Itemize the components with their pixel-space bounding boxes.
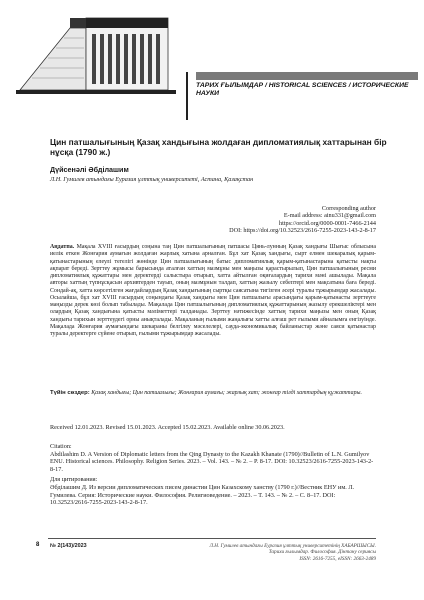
- email-address[interactable]: E-mail address: ainu331@gmail.com: [283, 212, 376, 220]
- corresponding-label: Corresponding author: [321, 205, 376, 212]
- journal-info: [209, 543, 376, 562]
- journal-line-1: Л.Н. Гумилев атындағы Еуразия ұлттық университетінің ХАБАРШЫСЫ.: [209, 543, 376, 549]
- author-affiliation: Л.Н. Гумилев атындағы Еуразия ұлттық университеті, Астана, Қазақстан: [50, 176, 254, 183]
- citations-block: [50, 443, 376, 507]
- section-header: [186, 72, 416, 120]
- contact-block: [229, 205, 376, 235]
- abstract-text: Мақала XVIII ғасырдың соңына таң Цин патшалығының патшасы Цянь-лунның Қазақ хандығы Шығыс облысына иелік еткен Жонғария аумағын жолдаған жарлық хатына арналған. Бұл хат Қазақ хандығы, сырт елмен шекаралық қарым-қатынастарының елеулі тегелігі жөнінде Цин патшалығының батыс дипломатиялық қарым-қатынастарына қатысты нақты ақпарат береді. Зерттеу жұмысы барысында аталған хаттың мазмұны мен маңызы қарастырылып, Цин патшалығының ресми дипломатиялық құжаттары мен деректерді салыстыра отырып, хатта айтылған оқиғалардың тарихи мәні ашылады. Мақала авторы хаттың түпнұсқасын архивтерден тауып, оның мазмұнын талдап, хаттың жазылу себептері мен мақсатына баға береді. Сондай-ақ, хатта көрсетілген жағдайлардың Қазақ хандығының сыртқы саясатына тигізген әсері туралы тұжырымдар жасалады. Осылайша, бұл хат XVIII ғасырдың соңындағы Қазақ хандығы мен Цин патшалығы арасындағы қарым-қатынасты зерттеуге маңызды дерек көзі болып табылады. Мақалада Цин патшалығының дипломатиялық құжаттарының жазылу ерекшеліктері мен олардың Қазақ хандығына қатысты мәліметтері талданады. Зерттеу нәтижесінде хаттың тарихи маңызы мен оның Қазақ хандығы тарихын зерттеудегі орны анықталады. Мақаланың ғылыми жаңалығы хатты алғаш рет ғылыми айналымға енгізуінде. Мақалада Жонғария аумағындағы шекараны белгілеу мәселелері, сауда-экономикалық байланыстар және саяси қатынастар туралы деректерге сүйене отырып, ғылыми тұжырымдар жасалады.: [50, 244, 376, 337]
- doi-link[interactable]: DOI: https://doi.org/10.32523/2616-7255-2023-143-2-8-17: [229, 227, 376, 235]
- abstract: [50, 244, 376, 338]
- citation-en: Abdilashim D. A Version of Diplomatic letters from the Qing Dynasty to the Kazakh Khanate (1790)//Bulletin of L.N. Gumilyov ENU. Historical sciences. Philosophy. Religion Series. 2023. – Vol. 143. – № 2. – P. 8-17. DOI: 10.32523/2616-7255-2023-143-2-8-17.: [50, 450, 374, 473]
- section-label: ТАРИХ ҒЫЛЫМДАР / HISTORICAL SCIENCES / ИСТОРИЧЕСКИЕ НАУКИ: [196, 82, 409, 97]
- page-number: 8: [36, 542, 40, 548]
- keywords-text: Қазақ хандығы; Цин патшалығы; Жонғария аумағы; жарлық хат; жонғар тілді хаттардың құжаттары.: [91, 390, 362, 396]
- journal-logo: [12, 8, 182, 98]
- publication-dates: Received 12.01.2023. Revised 15.01.2023. Accepted 15.02.2023. Available online 30.06.2023.: [50, 424, 285, 431]
- issue-number: № 2(143)/2023: [50, 543, 87, 549]
- orcid-link[interactable]: https://orcid.org/0000-0001-7466-2144: [279, 219, 376, 227]
- footer-divider: [48, 538, 376, 539]
- article-title: Цин патшалығының Қазақ хандығына жолдаған дипломатиялық хаттарынан бір нұсқа (1790 ж.): [50, 137, 387, 157]
- building-illustration: [12, 8, 182, 98]
- section-bar: [196, 72, 418, 80]
- author-name: Дүйсенәлі Әбділашим: [50, 165, 129, 174]
- citation-ru-label: Для цитирования:: [50, 476, 98, 484]
- journal-line-3: ISSN: 2616-7255, eISSN: 2663-2489: [299, 555, 376, 562]
- abstract-label: Аңдатпа.: [50, 244, 75, 250]
- keywords: [50, 390, 376, 397]
- keywords-label: Түйін сөздер:: [50, 390, 90, 396]
- journal-line-2: Тарихи ғылымдар. Философия. Дінтану сериясы: [268, 549, 376, 556]
- citation-ru: Әбділашим Д. Из версии дипломатических писем династии Цин Казахскому ханству (1790 г.)//Вестник ЕНУ им. Л. Гумилева. Серия: Исторические науки. Философия. Религиоведение. – 2023. – Т. 143. – № 2. – С. 8–17. DOI: 10.32523/2616-7255-2023-143-2-8-17.: [50, 483, 355, 507]
- citation-en-label: Citation:: [50, 443, 72, 450]
